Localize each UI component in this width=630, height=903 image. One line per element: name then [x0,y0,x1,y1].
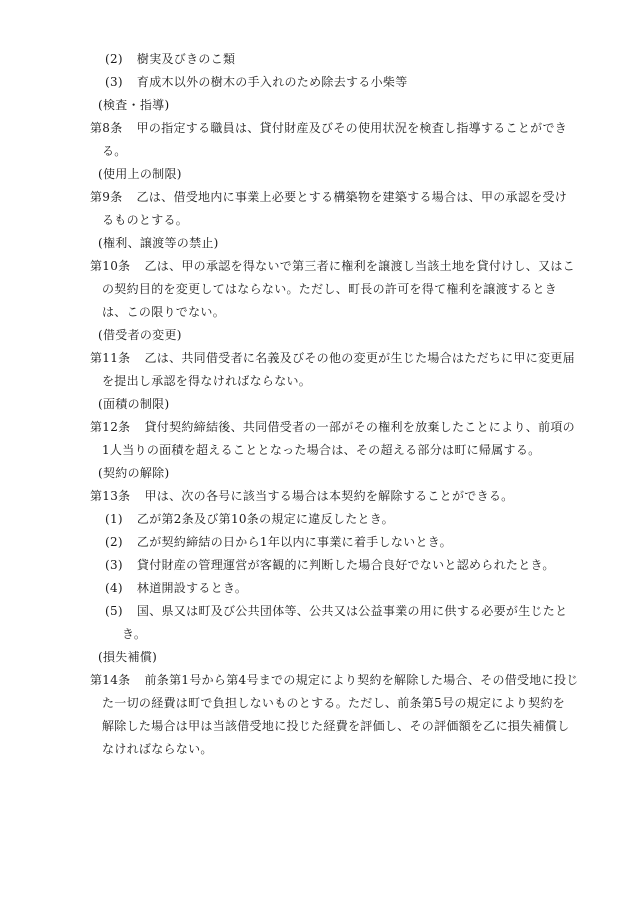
article-line [90,120,567,136]
item-number: (2) [105,535,123,549]
item-number: (3) [105,558,123,572]
article-heading: (使用上の制限) [98,167,182,181]
article-label: 第9条 [90,190,123,204]
article-line: 解除した場合は甲は当該借受地に投じた経費を評価し、その評価額を乙に損失補償し [102,719,570,733]
article-line: の契約目的を変更してはならない。ただし、町長の許可を得て権利を譲渡するとき [102,282,558,296]
article-heading: (借受者の変更) [98,328,182,342]
article-text: 乙は、借受地内に事業上必要とする構築物を建築する場合は、甲の承認を受け [136,190,568,204]
article-label: 第10条 [90,259,131,273]
article-heading: (契約の解除) [98,466,170,480]
article-heading: (権利、譲渡等の禁止) [98,236,219,250]
article-text: 甲は、次の各号に該当する場合は本契約を解除することができる。 [144,489,514,503]
article-text: 乙は、共同借受者に名義及びその他の変更が生じた場合はただちに甲に変更届 [144,351,575,365]
item-number: (1) [105,512,123,526]
article-text: 乙は、甲の承認を得ないで第三者に権利を譲渡し当該土地を貸付けし、又はこ [144,259,575,273]
item-text: 国、県又は町及び公共団体等、公共又は公益事業の用に供する必要が生じたと [136,604,568,618]
list-item [105,534,452,550]
item-number: (4) [105,581,123,595]
article-line [90,672,579,688]
article-label: 第11条 [90,351,131,365]
article-label: 第14条 [90,673,131,687]
article-line: る。 [102,144,127,158]
item-text: 樹実及びきのこ類 [136,52,236,66]
item-text: 育成木以外の樹木の手入れのため除去する小柴等 [136,75,408,89]
article-line: た一切の経費は町で負担しないものとする。ただし、前条第5号の規定により契約を [102,696,566,710]
article-label: 第12条 [90,420,131,434]
article-text: 貸付契約締結後、共同借受者の一部がその権利を放棄したことにより、前項の [144,420,575,434]
list-item [105,580,247,596]
article-line [90,419,575,435]
item-number: (5) [105,604,123,618]
item-number: (2) [105,52,123,66]
article-line [90,488,514,504]
article-line [90,189,567,205]
item-number: (3) [105,75,123,89]
article-line: は、この限りでない。 [102,305,226,319]
article-line: 1人当りの面積を超えることとなった場合は、その超える部分は町に帰属する。 [102,443,541,457]
list-item [105,51,235,67]
article-heading: (検査・指導) [98,98,170,112]
article-line: なければならない。 [102,742,213,756]
article-label: 第13条 [90,489,131,503]
list-item [105,74,408,90]
article-heading: (面積の制限) [98,397,170,411]
article-line: を提出し承認を得なければならない。 [102,374,312,388]
item-text: 乙が第2条及び第10条の規定に違反したとき。 [136,512,394,526]
article-line [90,258,575,274]
list-item [105,603,567,619]
article-text: 前条第1号から第4号までの規定により契約を解除した場合、その借受地に投じ [144,673,579,687]
list-item [105,511,394,527]
article-line: るものとする。 [102,213,189,227]
article-label: 第8条 [90,121,123,135]
article-heading: (損失補償) [98,650,158,664]
article-text: 甲の指定する職員は、貸付財産及びその使用状況を検査し指導することができ [136,121,568,135]
article-line [90,350,575,366]
list-item-continuation: き。 [122,627,147,641]
list-item [105,557,555,573]
item-text: 乙が契約締結の日から1年以内に事業に着手しないとき。 [136,535,452,549]
item-text: 貸付財産の管理運営が客観的に判断した場合良好でないと認められたとき。 [136,558,555,572]
item-text: 林道開設するとき。 [136,581,248,595]
